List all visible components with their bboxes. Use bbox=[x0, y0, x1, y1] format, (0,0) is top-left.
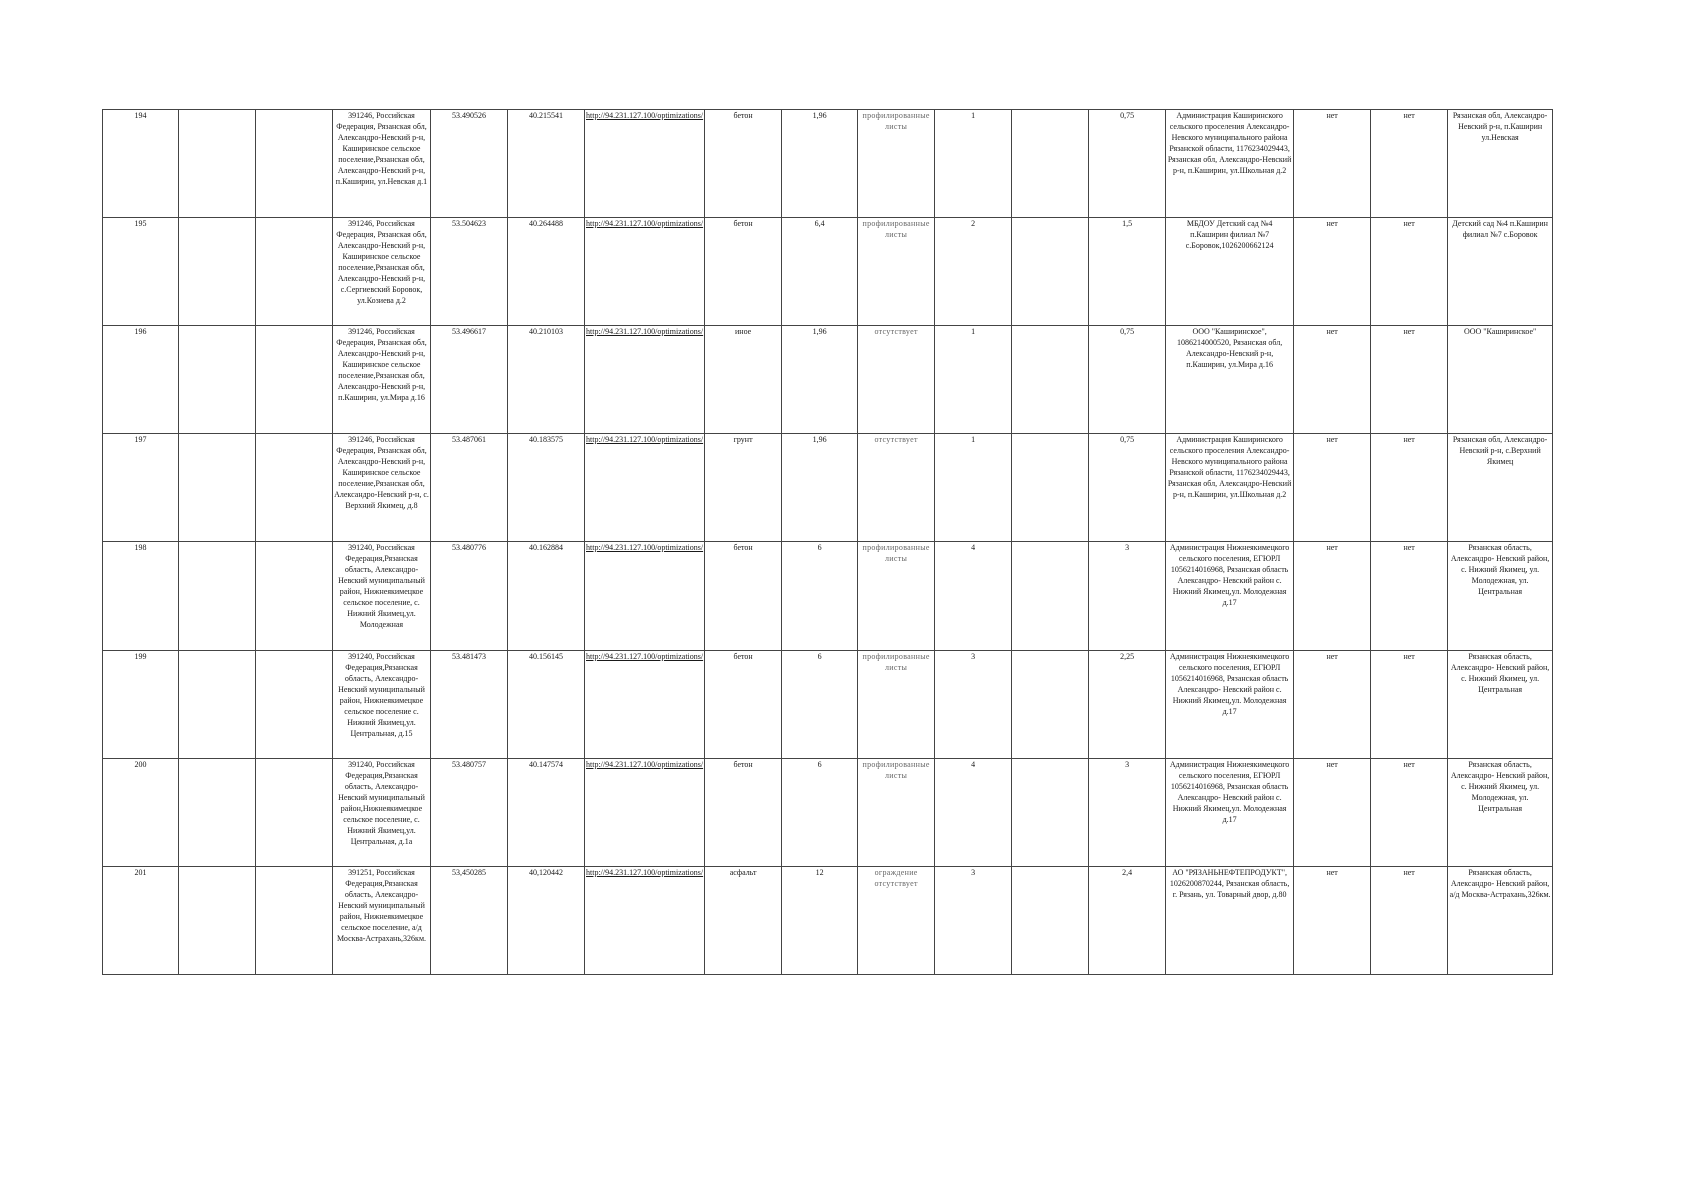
address-cell: 391240, Российская Федерация,Рязанская область, Александро-Невский муниципальный район, Нижнеякимецкое сельское поселение, с. Нижний Якимец,ул. Молодежная bbox=[333, 542, 431, 651]
table-row bbox=[103, 867, 1553, 975]
waste-source-cell: Рязанская область, Александро- Невский район, а/д Москва-Астрахань,326км. bbox=[1448, 867, 1553, 975]
flag-cell: нет bbox=[1294, 110, 1371, 218]
area-cell: 1,96 bbox=[782, 110, 858, 218]
table-row bbox=[103, 542, 1553, 651]
map-link[interactable]: http://94.231.127.100/optimizations/ bbox=[585, 867, 705, 975]
owner-cell: АО "РЯЗАНЬНЕФТЕПРОДУКТ", 1026200870244, Рязанская область, г. Рязань, ул. Товарный двор, д.80 bbox=[1166, 867, 1294, 975]
empty-cell bbox=[179, 218, 256, 326]
table-row bbox=[103, 326, 1553, 434]
table-row bbox=[103, 218, 1553, 326]
area-cell: 6 bbox=[782, 651, 858, 759]
empty-cell bbox=[179, 651, 256, 759]
map-link[interactable]: http://94.231.127.100/optimizations/ bbox=[585, 434, 705, 542]
row-number: 197 bbox=[103, 434, 179, 542]
empty-cell bbox=[256, 110, 333, 218]
volume-cell: 0,75 bbox=[1089, 434, 1166, 542]
latitude-cell: 53.496617 bbox=[431, 326, 508, 434]
volume-cell: 3 bbox=[1089, 542, 1166, 651]
empty-cell bbox=[179, 434, 256, 542]
surface-type-cell: иное bbox=[705, 326, 782, 434]
longitude-cell: 40.147574 bbox=[508, 759, 585, 867]
waste-source-cell: ООО "Каширинское" bbox=[1448, 326, 1553, 434]
area-cell: 6,4 bbox=[782, 218, 858, 326]
flag-cell: нет bbox=[1371, 326, 1448, 434]
fence-type-cell: профилированные листы bbox=[858, 759, 935, 867]
latitude-cell: 53.490526 bbox=[431, 110, 508, 218]
fence-type-cell: профилированные листы bbox=[858, 110, 935, 218]
owner-cell: Администрация Каширинского сельского проселения Александро-Невского муниципального района Рязанской области, 1176234029443, Рязанская обл, Александро-Невский р-н, п.Каширин, ул.Школьная д.2 bbox=[1166, 110, 1294, 218]
map-link[interactable]: http://94.231.127.100/optimizations/ bbox=[585, 218, 705, 326]
map-link[interactable]: http://94.231.127.100/optimizations/ bbox=[585, 759, 705, 867]
row-number: 198 bbox=[103, 542, 179, 651]
volume-cell: 0,75 bbox=[1089, 326, 1166, 434]
container-count-cell: 1 bbox=[935, 110, 1012, 218]
address-cell: 391246, Российская Федерация, Рязанская обл, Александро-Невский р-н, Каширинское сельское поселение,Рязанская обл, Александро-Невский р-н, п.Каширин, ул.Мира д.16 bbox=[333, 326, 431, 434]
surface-type-cell: асфальт bbox=[705, 867, 782, 975]
fence-type-cell: ограждение отсутствует bbox=[858, 867, 935, 975]
fence-type-cell: профилированные листы bbox=[858, 218, 935, 326]
surface-type-cell: бетон bbox=[705, 759, 782, 867]
map-link[interactable]: http://94.231.127.100/optimizations/ bbox=[585, 326, 705, 434]
row-number: 196 bbox=[103, 326, 179, 434]
empty-cell bbox=[1012, 218, 1089, 326]
latitude-cell: 53,450285 bbox=[431, 867, 508, 975]
empty-cell bbox=[179, 326, 256, 434]
address-cell: 391246, Российская Федерация, Рязанская обл, Александро-Невский р-н, Каширинское сельское поселение,Рязанская обл, Александро-Невский р-н, с.Сергиевский Боровок, ул.Козиева д.2 bbox=[333, 218, 431, 326]
longitude-cell: 40.215541 bbox=[508, 110, 585, 218]
longitude-cell: 40.183575 bbox=[508, 434, 585, 542]
area-cell: 6 bbox=[782, 542, 858, 651]
fence-type-cell: отсутствует bbox=[858, 326, 935, 434]
waste-source-cell: Рязанская область, Александро- Невский район, с. Нижний Якимец, ул. Центральная bbox=[1448, 651, 1553, 759]
container-count-cell: 4 bbox=[935, 759, 1012, 867]
row-number: 201 bbox=[103, 867, 179, 975]
surface-type-cell: бетон bbox=[705, 542, 782, 651]
map-link[interactable]: http://94.231.127.100/optimizations/ bbox=[585, 542, 705, 651]
longitude-cell: 40.156145 bbox=[508, 651, 585, 759]
empty-cell bbox=[179, 542, 256, 651]
owner-cell: Администрация Каширинского сельского проселения Александро-Невского муниципального района Рязанской области, 1176234029443, Рязанская обл, Александро-Невский р-н, п.Каширин, ул.Школьная д.2 bbox=[1166, 434, 1294, 542]
row-number: 199 bbox=[103, 651, 179, 759]
longitude-cell: 40.162884 bbox=[508, 542, 585, 651]
empty-cell bbox=[256, 759, 333, 867]
owner-cell: Администрация Нижнеякимецкого сельского поселения, ЕГЮРЛ 1056214016968, Рязанская область Александро- Невский район с. Нижний Якимец,ул. Молодежная д.17 bbox=[1166, 651, 1294, 759]
flag-cell: нет bbox=[1371, 434, 1448, 542]
waste-source-cell: Рязанская область, Александро- Невский район, с. Нижний Якимец, ул. Молодежная, ул. Центральная bbox=[1448, 542, 1553, 651]
empty-cell bbox=[1012, 434, 1089, 542]
map-link[interactable]: http://94.231.127.100/optimizations/ bbox=[585, 651, 705, 759]
volume-cell: 2,25 bbox=[1089, 651, 1166, 759]
latitude-cell: 53.504623 bbox=[431, 218, 508, 326]
waste-source-cell: Рязанская обл, Александро-Невский р-н, п.Каширин ул.Невская bbox=[1448, 110, 1553, 218]
flag-cell: нет bbox=[1371, 218, 1448, 326]
empty-cell bbox=[1012, 651, 1089, 759]
area-cell: 6 bbox=[782, 759, 858, 867]
empty-cell bbox=[256, 542, 333, 651]
latitude-cell: 53.481473 bbox=[431, 651, 508, 759]
row-number: 195 bbox=[103, 218, 179, 326]
volume-cell: 1,5 bbox=[1089, 218, 1166, 326]
volume-cell: 3 bbox=[1089, 759, 1166, 867]
flag-cell: нет bbox=[1294, 218, 1371, 326]
owner-cell: ООО "Каширинское", 1086214000520, Рязанская обл, Александро-Невский р-н, п.Каширин, ул.Мира д.16 bbox=[1166, 326, 1294, 434]
fence-type-cell: профилированные листы bbox=[858, 651, 935, 759]
longitude-cell: 40.264488 bbox=[508, 218, 585, 326]
flag-cell: нет bbox=[1294, 542, 1371, 651]
table-row bbox=[103, 759, 1553, 867]
container-count-cell: 1 bbox=[935, 434, 1012, 542]
container-count-cell: 3 bbox=[935, 867, 1012, 975]
surface-type-cell: бетон bbox=[705, 651, 782, 759]
empty-cell bbox=[1012, 110, 1089, 218]
volume-cell: 2,4 bbox=[1089, 867, 1166, 975]
empty-cell bbox=[1012, 867, 1089, 975]
area-cell: 1,96 bbox=[782, 434, 858, 542]
area-cell: 12 bbox=[782, 867, 858, 975]
empty-cell bbox=[179, 110, 256, 218]
longitude-cell: 40.210103 bbox=[508, 326, 585, 434]
container-count-cell: 2 bbox=[935, 218, 1012, 326]
surface-type-cell: бетон bbox=[705, 110, 782, 218]
table-row bbox=[103, 110, 1553, 218]
address-cell: 391240, Российская Федерация,Рязанская область, Александро-Невский муниципальный район,Нижнеякимецкое сельское поселение, с. Нижний Якимец,ул. Центральная, д.1а bbox=[333, 759, 431, 867]
empty-cell bbox=[1012, 542, 1089, 651]
container-count-cell: 4 bbox=[935, 542, 1012, 651]
container-count-cell: 1 bbox=[935, 326, 1012, 434]
address-cell: 391251, Российская Федерация,Рязанская область, Александро-Невский муниципальный район, Нижнеякимецкое сельское поселение, а/д Москва-Астрахань,326км. bbox=[333, 867, 431, 975]
volume-cell: 0,75 bbox=[1089, 110, 1166, 218]
owner-cell: Администрация Нижнеякимецкого сельского поселения, ЕГЮРЛ 1056214016968, Рязанская область Александро- Невский район с. Нижний Якимец,ул. Молодежная д.17 bbox=[1166, 759, 1294, 867]
latitude-cell: 53.480776 bbox=[431, 542, 508, 651]
flag-cell: нет bbox=[1371, 867, 1448, 975]
address-cell: 391246, Российская Федерация, Рязанская обл, Александро-Невский р-н, Каширинское сельское поселение,Рязанская обл, Александро-Невский р-н, п.Каширин, ул.Невская д.1 bbox=[333, 110, 431, 218]
empty-cell bbox=[256, 434, 333, 542]
flag-cell: нет bbox=[1294, 867, 1371, 975]
flag-cell: нет bbox=[1294, 326, 1371, 434]
container-count-cell: 3 bbox=[935, 651, 1012, 759]
waste-source-cell: Рязанская область, Александро- Невский район, с. Нижний Якимец, ул. Молодежная, ул. Центральная bbox=[1448, 759, 1553, 867]
empty-cell bbox=[1012, 326, 1089, 434]
owner-cell: МБДОУ Детский сад №4 п.Каширин филиал №7 с.Боровок,1026200662124 bbox=[1166, 218, 1294, 326]
empty-cell bbox=[1012, 759, 1089, 867]
owner-cell: Администрация Нижнеякимецкого сельского поселения, ЕГЮРЛ 1056214016968, Рязанская область Александро- Невский район с. Нижний Якимец,ул. Молодежная д.17 bbox=[1166, 542, 1294, 651]
flag-cell: нет bbox=[1371, 759, 1448, 867]
address-cell: 391240, Российская Федерация,Рязанская область, Александро-Невский муниципальный район, Нижнеякимецкое сельское поселение с. Нижний Якимец,ул. Центральная, д.15 bbox=[333, 651, 431, 759]
fence-type-cell: отсутствует bbox=[858, 434, 935, 542]
empty-cell bbox=[256, 867, 333, 975]
fence-type-cell: профилированные листы bbox=[858, 542, 935, 651]
flag-cell: нет bbox=[1294, 651, 1371, 759]
flag-cell: нет bbox=[1371, 542, 1448, 651]
table-row bbox=[103, 434, 1553, 542]
flag-cell: нет bbox=[1371, 110, 1448, 218]
waste-source-cell: Детский сад №4 п.Каширин филиал №7 с.Боровок bbox=[1448, 218, 1553, 326]
row-number: 200 bbox=[103, 759, 179, 867]
empty-cell bbox=[256, 326, 333, 434]
map-link[interactable]: http://94.231.127.100/optimizations/ bbox=[585, 110, 705, 218]
row-number: 194 bbox=[103, 110, 179, 218]
surface-type-cell: грунт bbox=[705, 434, 782, 542]
waste-source-cell: Рязанская обл, Александро-Невский р-н, с.Верхний Якимец bbox=[1448, 434, 1553, 542]
empty-cell bbox=[179, 759, 256, 867]
area-cell: 1,96 bbox=[782, 326, 858, 434]
flag-cell: нет bbox=[1294, 759, 1371, 867]
flag-cell: нет bbox=[1371, 651, 1448, 759]
registry-table bbox=[102, 109, 1553, 975]
address-cell: 391246, Российская Федерация, Рязанская обл, Александро-Невский р-н, Каширинское сельское поселение,Рязанская обл, Александро-Невский р-н, с. Верхний Якимец, д.8 bbox=[333, 434, 431, 542]
empty-cell bbox=[179, 867, 256, 975]
latitude-cell: 53.487061 bbox=[431, 434, 508, 542]
empty-cell bbox=[256, 651, 333, 759]
flag-cell: нет bbox=[1294, 434, 1371, 542]
empty-cell bbox=[256, 218, 333, 326]
table-row bbox=[103, 651, 1553, 759]
surface-type-cell: бетон bbox=[705, 218, 782, 326]
longitude-cell: 40,120442 bbox=[508, 867, 585, 975]
latitude-cell: 53.480757 bbox=[431, 759, 508, 867]
